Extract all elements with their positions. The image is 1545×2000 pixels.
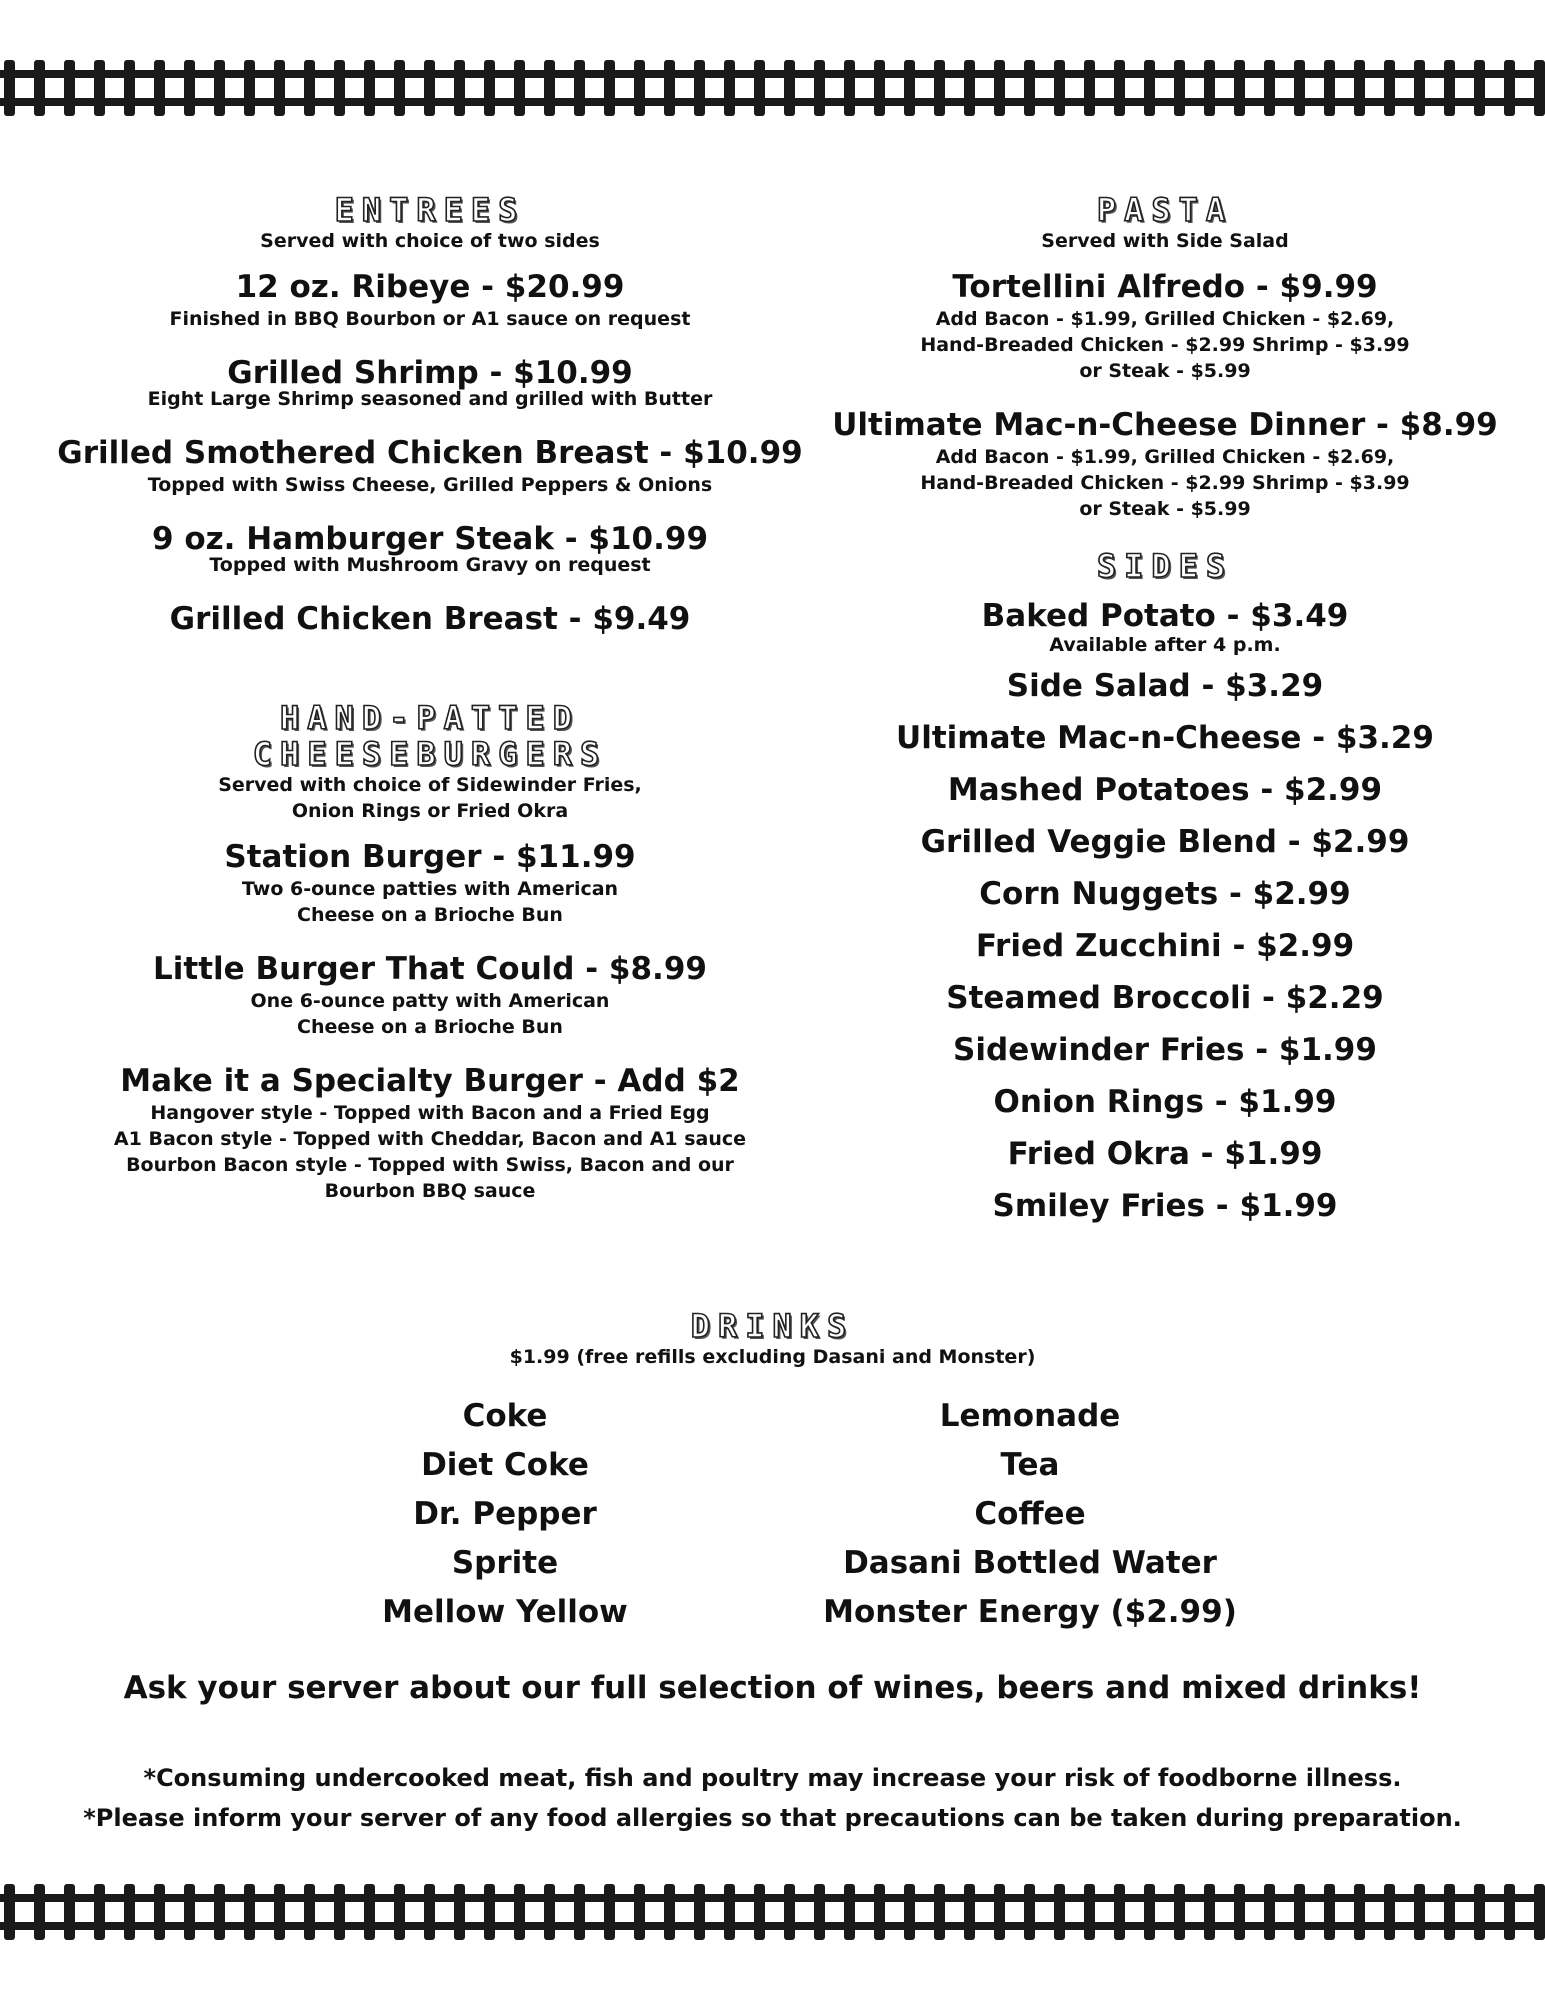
menu-item [50,434,810,498]
track-tie [154,1884,165,1940]
track-tie [664,60,675,116]
menu-item [830,406,1500,522]
track-tie [1204,1884,1215,1940]
item-name: 9 oz. Hamburger Steak - $10.99 [151,521,709,557]
track-tie [1264,1884,1275,1940]
entrees-subtitle: Served with choice of two sides [260,230,600,252]
track-tie [1294,60,1305,116]
drinks-section [0,1308,1545,1652]
burgers-subtitle: Served with choice of Sidewinder Fries, Onion Rings or Fried Okra [218,774,642,822]
track-tie [1174,60,1185,116]
track-tie [1474,60,1485,116]
track-tie [544,60,555,116]
track-tie [844,1884,855,1940]
track-tie [1024,60,1035,116]
track-tie [1444,60,1455,116]
drinks-title: DRINKS [690,1307,855,1345]
track-tie [394,60,405,116]
track-rail [0,70,1545,78]
track-tie [1534,1884,1545,1940]
item-description: Add Bacon - $1.99, Grilled Chicken - $2.69, Hand-Breaded Chicken - $2.99 Shrimp - $3.99 or Steak - $5.99 [920,308,1410,382]
track-tie [964,60,975,116]
track-tie [634,60,645,116]
item-name: Station Burger - $11.99 [224,839,636,875]
pasta-title: PASTA [1096,191,1234,229]
track-tie [424,60,435,116]
track-tie [34,60,45,116]
drink-item: Monster Energy ($2.99) [823,1594,1237,1630]
track-tie [514,1884,525,1940]
track-tie [634,1884,645,1940]
track-tie [814,1884,825,1940]
item-name: Grilled Shrimp - $10.99 [227,355,633,391]
track-tie [1234,1884,1245,1940]
side-item: Fried Okra - $1.99 [1007,1136,1323,1172]
track-rail [0,1894,1545,1902]
track-tie [394,1884,405,1940]
item-description: Eight Large Shrimp seasoned and grilled with Butter [147,388,713,410]
item-description: Hangover style - Topped with Bacon and a Fried Egg A1 Bacon style - Topped with Cheddar, Bacon and A1 sauce Bourbon Bacon style - Topped with Swiss, Bacon and our Bourbon BBQ sauce [113,1102,747,1202]
track-tie [1054,1884,1065,1940]
drink-item: Mellow Yellow [382,1594,628,1630]
track-tie [184,1884,195,1940]
item-name: Ultimate Mac-n-Cheese Dinner - $8.99 [832,407,1498,443]
track-tie [214,1884,225,1940]
track-tie [1504,1884,1515,1940]
track-tie [874,1884,885,1940]
track-tie [484,60,495,116]
menu-item [50,838,810,928]
item-description: Finished in BBQ Bourbon or A1 sauce on request [169,308,691,330]
menu-item [50,268,810,332]
drink-item: Coke [462,1398,548,1434]
drink-item: Tea [1000,1447,1060,1483]
track-tie [94,1884,105,1940]
track-tie [1384,1884,1395,1940]
track-tie [34,1884,45,1940]
track-tie [784,60,795,116]
track-tie [274,1884,285,1940]
drinks-right-column [790,1392,1270,1637]
track-tie [574,1884,585,1940]
track-tie [814,60,825,116]
side-item: Onion Rings - $1.99 [993,1084,1337,1120]
item-name: Tortellini Alfredo - $9.99 [952,269,1378,305]
item-name: Little Burger That Could - $8.99 [153,951,707,987]
item-name: 12 oz. Ribeye - $20.99 [235,269,625,305]
right-column [830,192,1500,1232]
item-description: Topped with Swiss Cheese, Grilled Peppers & Onions [147,474,713,496]
track-rail [0,98,1545,106]
track-tie [154,60,165,116]
track-tie [994,1884,1005,1940]
side-item: Steamed Broccoli - $2.29 [946,980,1384,1016]
track-tie [214,60,225,116]
track-tie [124,1884,135,1940]
item-name: Grilled Chicken Breast - $9.49 [169,601,691,637]
track-tie [1144,60,1155,116]
entrees-section [50,192,810,638]
track-tie [604,1884,615,1940]
track-tie [1324,1884,1335,1940]
track-tie [454,1884,465,1940]
item-name: Make it a Specialty Burger - Add $2 [120,1063,740,1099]
track-tie [244,1884,255,1940]
track-tie [4,1884,15,1940]
item-description: Two 6-ounce patties with American Cheese on a Brioche Bun [241,878,619,926]
drink-item: Lemonade [939,1398,1121,1434]
pasta-section [830,192,1500,522]
side-item-note: Available after 4 p.m. [1049,634,1281,656]
item-description: Add Bacon - $1.99, Grilled Chicken - $2.69, Hand-Breaded Chicken - $2.99 Shrimp - $3.99 or Steak - $5.99 [920,446,1410,520]
track-tie [904,60,915,116]
railroad-track-top-icon [0,56,1545,120]
drink-item: Sprite [451,1545,559,1581]
track-tie [1144,1884,1155,1940]
track-tie [1264,60,1275,116]
item-description: Topped with Mushroom Gravy on request [209,554,651,576]
track-tie [94,60,105,116]
drink-item: Dasani Bottled Water [843,1545,1217,1581]
side-item: Sidewinder Fries - $1.99 [953,1032,1377,1068]
track-tie [1414,60,1425,116]
track-tie [274,60,285,116]
track-tie [1414,1884,1425,1940]
track-tie [904,1884,915,1940]
menu-item [830,268,1500,384]
track-tie [1084,60,1095,116]
track-tie [244,60,255,116]
entrees-title: ENTREES [334,191,526,229]
disclaimers [0,1758,1545,1838]
track-tie [1354,60,1365,116]
track-tie [124,60,135,116]
track-tie [664,1884,675,1940]
side-item: Baked Potato - $3.49 [981,598,1349,634]
track-tie [334,60,345,116]
disclaimer-line: *Please inform your server of any food allergies so that precautions can be taken during preparation. [83,1804,1462,1832]
track-tie [1294,1884,1305,1940]
track-tie [724,60,735,116]
railroad-track-bottom-icon [0,1880,1545,1944]
track-tie [1114,1884,1125,1940]
track-tie [724,1884,735,1940]
sides-section [830,548,1500,1232]
ask-server-note: Ask your server about our full selection of wines, beers and mixed drinks! [123,1670,1422,1706]
track-tie [1534,60,1545,116]
track-tie [1384,60,1395,116]
side-item: Fried Zucchini - $2.99 [975,928,1355,964]
track-tie [64,1884,75,1940]
track-tie [1174,1884,1185,1940]
left-column [50,192,810,1226]
side-item: Smiley Fries - $1.99 [992,1188,1338,1224]
menu-item [50,600,810,638]
track-tie [1114,60,1125,116]
item-description: One 6-ounce patty with American Cheese on a Brioche Bun [250,990,610,1038]
track-tie [694,60,705,116]
track-tie [964,1884,975,1940]
track-tie [304,60,315,116]
item-name: Grilled Smothered Chicken Breast - $10.99 [57,435,803,471]
menu-item [50,1062,810,1204]
track-tie [484,1884,495,1940]
side-item: Side Salad - $3.29 [1006,668,1324,704]
side-item: Mashed Potatoes - $2.99 [947,772,1383,808]
track-tie [754,1884,765,1940]
menu-item [50,520,810,578]
track-tie [694,1884,705,1940]
side-item: Ultimate Mac-n-Cheese - $3.29 [896,720,1434,756]
track-tie [1354,1884,1365,1940]
track-tie [514,60,525,116]
track-rail [0,1922,1545,1930]
sides-title: SIDES [1096,547,1234,585]
track-tie [1504,60,1515,116]
burgers-title: HAND-PATTED CHEESEBURGERS [252,699,608,773]
track-tie [604,60,615,116]
track-tie [1234,60,1245,116]
track-tie [64,60,75,116]
track-tie [1024,1884,1035,1940]
disclaimer-line: *Consuming undercooked meat, fish and poultry may increase your risk of foodborne illness. [143,1764,1402,1792]
menu-item [50,354,810,412]
track-tie [184,60,195,116]
track-tie [1084,1884,1095,1940]
track-tie [754,60,765,116]
track-tie [1054,60,1065,116]
track-tie [1324,60,1335,116]
track-tie [454,60,465,116]
menu-item [50,950,810,1040]
pasta-subtitle: Served with Side Salad [1041,230,1289,252]
track-tie [1444,1884,1455,1940]
drink-item: Diet Coke [421,1447,589,1483]
track-tie [4,60,15,116]
track-tie [304,1884,315,1940]
track-tie [994,60,1005,116]
drink-item: Coffee [974,1496,1086,1532]
track-tie [334,1884,345,1940]
side-item: Grilled Veggie Blend - $2.99 [920,824,1410,860]
track-tie [364,1884,375,1940]
track-tie [934,60,945,116]
drinks-grid [0,1392,1545,1652]
track-tie [424,1884,435,1940]
track-tie [574,60,585,116]
drinks-subtitle: $1.99 (free refills excluding Dasani and Monster) [509,1346,1036,1368]
track-tie [1474,1884,1485,1940]
track-tie [784,1884,795,1940]
track-tie [364,60,375,116]
track-tie [844,60,855,116]
drinks-left-column [320,1392,690,1637]
burgers-section [50,700,810,1204]
track-tie [874,60,885,116]
track-tie [544,1884,555,1940]
side-item: Corn Nuggets - $2.99 [979,876,1351,912]
track-tie [934,1884,945,1940]
track-tie [1204,60,1215,116]
drink-item: Dr. Pepper [413,1496,597,1532]
